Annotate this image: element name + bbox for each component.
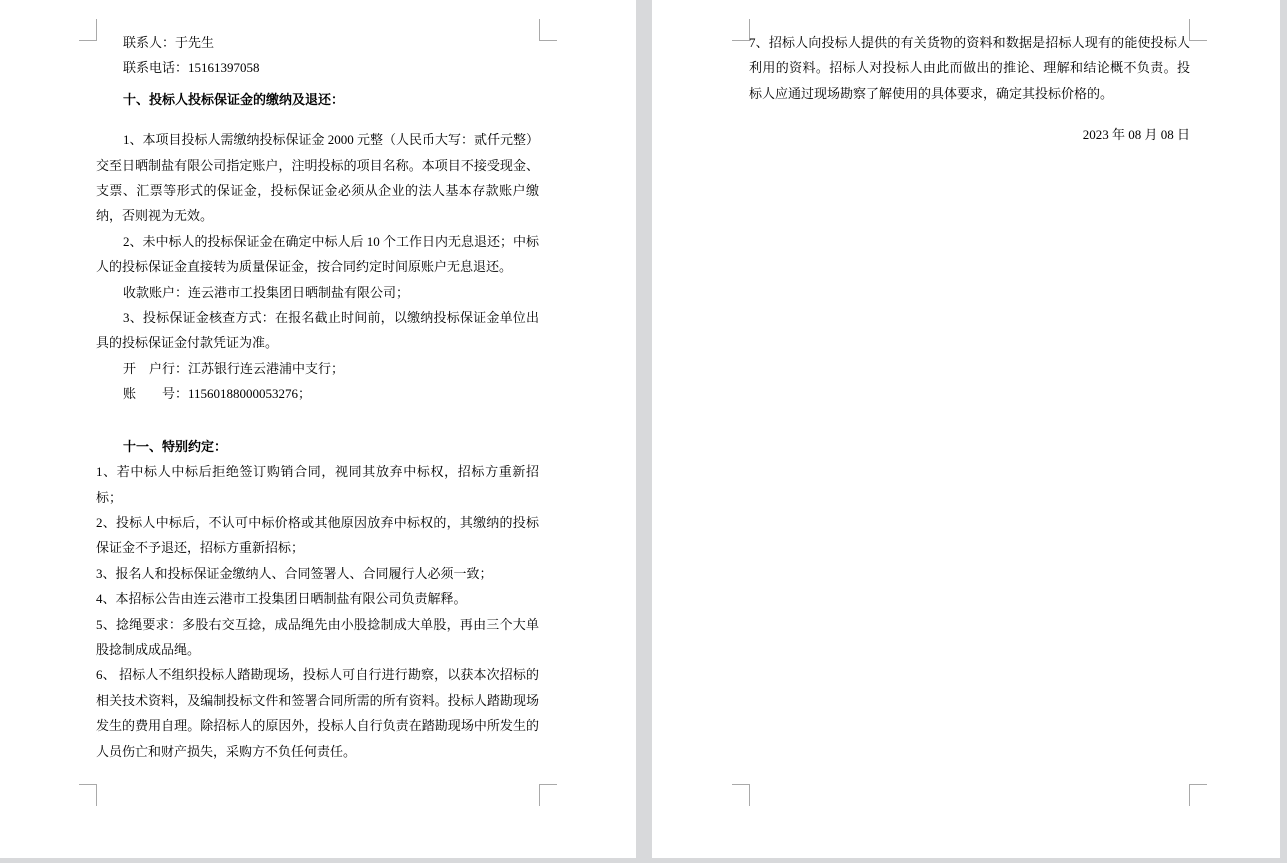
section-11-item-4: 4、本招标公告由连云港市工投集团日晒制盐有限公司负责解释。 [96,591,467,607]
section-11-item-1: 1、若中标人中标后拒绝签订购销合同，视同其放弃中标权，招标方重新招标； [96,464,539,505]
contact-phone-line: 联系电话：15161397058 [123,60,260,76]
margin-crop-mark-bottom-right-icon [1189,784,1207,806]
section-11-item-3: 3、报名人和投标保证金缴纳人、合同签署人、合同履行人必须一致； [96,565,493,581]
account-number-line: 账 号：11560188000053276； [123,386,312,402]
section-11-heading: 十一、特别约定： [123,438,228,454]
document-page-2 [652,0,1280,858]
section-11-item-5: 5、捻绳要求：多股右交互捻，成品绳先由小股捻制成大单股，再由三个大单股捻制成成品绳。 [96,616,539,657]
page-1-text-area [96,30,539,764]
section-11-item-6: 6、 招标人不组织投标人踏勘现场，投标人可自行进行勘察，以获本次招标的相关技术资料，及编制投标文件和签署合同所需的所有资料。投标人踏勘现场发生的费用自理。除招标人的原因外，投标人自行负责在踏勘现场中所发生的人员伤亡和财产损失，采购方不负任何责任。 [96,667,539,759]
section-10-item-2: 2、未中标人的投标保证金在确定中标人后 10 个工作日内无息退还；中标人的投标保证金直接转为质量保证金，按合同约定时间原账户无息退还。 [96,233,540,275]
contact-person-line: 联系人：于先生 [123,35,215,50]
margin-crop-mark-top-right-icon [1189,19,1207,41]
document-date-line: 2023 年 08 月 08 日 [1082,127,1190,143]
document-page-1 [0,0,636,858]
margin-crop-mark-bottom-right-icon [539,784,557,806]
payee-account-line: 收款账户：连云港市工投集团日晒制盐有限公司； [123,284,410,300]
margin-crop-mark-top-right-icon [539,19,557,41]
section-11-item-2: 2、投标人中标后，不认可中标价格或其他原因放弃中标权的，其缴纳的投标保证金不予退还，招标方重新招标； [96,514,539,556]
margin-crop-mark-top-left-icon [732,19,750,41]
margin-crop-mark-top-left-icon [79,19,97,41]
section-10-item-1: 1、本项目投标人需缴纳投标保证金 2000 元整（人民币大写：贰仟元整）交至日晒制盐有限公司指定账户，注明投标的项目名称。本项目不接受现金、支票、汇票等形式的保证金，投标保证金必须从企业的法人基本存款账户缴纳，否则视为无效。 [96,132,540,224]
margin-crop-mark-bottom-left-icon [732,784,750,806]
section-10-heading: 十、投标人投标保证金的缴纳及退还： [123,91,345,107]
margin-crop-mark-bottom-left-icon [79,784,97,806]
page-2-text-area [749,30,1190,148]
bank-branch-line: 开 户行：江苏银行连云港浦中支行； [123,360,345,376]
section-10-item-3: 3、投标保证金核查方式：在报名截止时间前，以缴纳投标保证金单位出具的投标保证金付款凭证为准。 [96,310,539,351]
section-11-item-7: 7、招标人向投标人提供的有关货物的资料和数据是招标人现有的能使投标人利用的资料。招标人对投标人由此而做出的推论、理解和结论概不负责。投标人应通过现场勘察了解使用的具体要求，确定其投标价格的。 [749,35,1190,101]
